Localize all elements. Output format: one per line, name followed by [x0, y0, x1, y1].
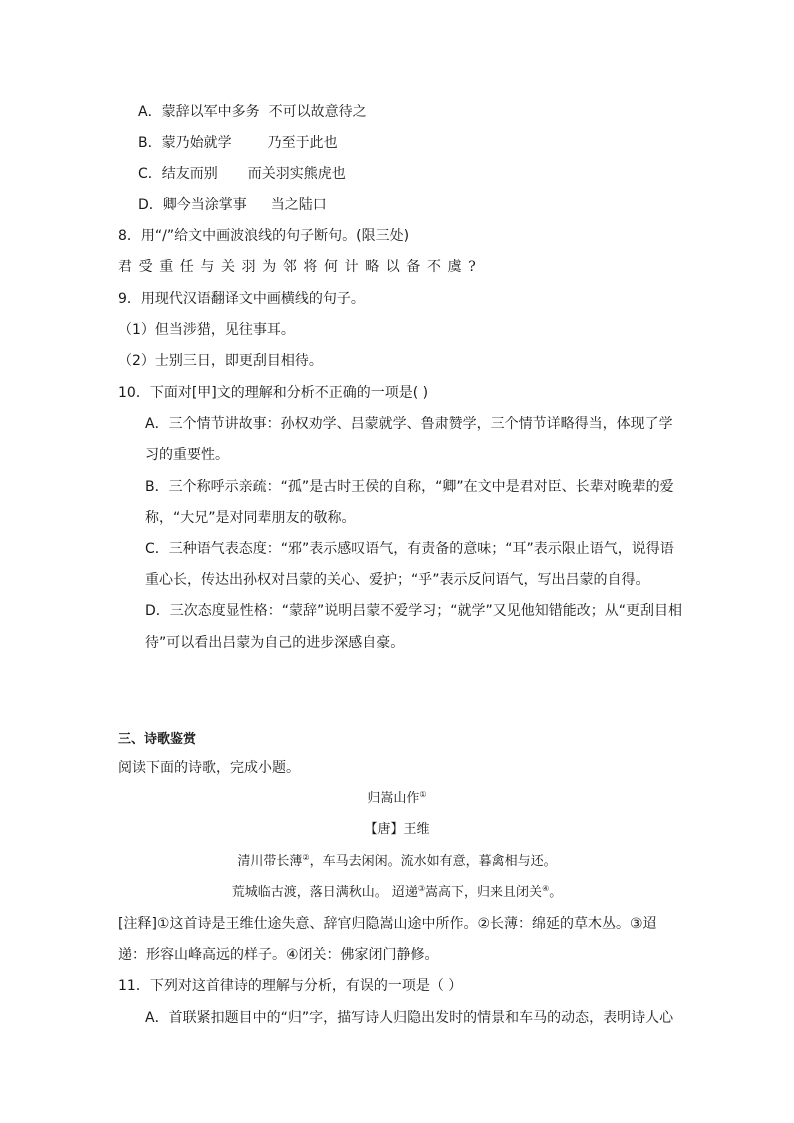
q10-option-a-line1: A．三个情节讲故事：孙权劝学、吕蒙就学、鲁肃赞学，三个情节详略得当，体现了学 [145, 416, 673, 432]
poem-line-2-part-b: 嵩高下，归来且闭关 [425, 885, 543, 900]
footnote-marker-1: ① [419, 790, 427, 799]
q9-prompt: 9．用现代汉语翻译文中画横线的句子。 [118, 291, 365, 307]
poem-line-1-part-b: ，车马去闲闲。流水如有意，暮禽相与还。 [309, 854, 557, 869]
q7-option-c [138, 164, 346, 184]
notes-line-2: 递：形容山峰高远的样子。④闭关：佛家闭门静修。 [118, 947, 439, 963]
q11-option-a-line1: A．首联紧扣题目中的“归”字，描写诗人归隐出发时的情景和车马的动态，表明诗人心 [145, 1010, 674, 1026]
q10-option-d-line2: 待”可以看出吕蒙为自己的进步深感自豪。 [145, 635, 405, 651]
q9-item-2: （2）士别三日，即更刮目相待。 [118, 353, 323, 369]
q7-option-c-right: 而关羽实熊虎也 [247, 166, 346, 182]
q7-option-a [138, 102, 367, 122]
q7-option-d-left: D．卿今当涂掌事 [138, 197, 247, 213]
q10-option-a-line2: 习的重要性。 [145, 447, 229, 463]
q10-prompt: 10．下面对[甲]文的理解和分析不正确的一项是( ) [118, 385, 429, 401]
q10-option-c-line2: 重心长，传达出孙权对吕蒙的关心、爱护；“乎”表示反问语气，写出吕蒙的自得。 [145, 572, 650, 588]
q8-sentence: 君受重任与关羽为邻将何计略以备不虞? [118, 259, 483, 275]
poem-author: 【唐】王维 [364, 822, 430, 837]
footnote-marker-4: ④ [542, 884, 550, 893]
q7-option-b-left: B．蒙乃始就学 [138, 135, 232, 151]
q10-option-c-line1: C．三种语气表态度：“邪”表示感叹语气，有责备的意味；“耳”表示限止语气，说得语 [145, 541, 674, 557]
section-heading: 三、诗歌鉴赏 [118, 732, 197, 747]
poem-line-1-part-a: 清川带长薄 [237, 854, 303, 869]
q10-option-b-line2: 称，“大兄”是对同辈朋友的敬称。 [145, 510, 356, 526]
footnote-marker-3: ③ [417, 884, 426, 893]
q7-option-d [138, 195, 327, 215]
q7-option-a-left: A．蒙辞以军中多务 [138, 104, 260, 120]
q10-option-d-line1: D．三次态度显性格：“蒙辞”说明吕蒙不爱学习；“就学”又见他知错能改；从“更刮目相 [145, 603, 683, 619]
poem-line-1 [0, 852, 794, 872]
poem-title [0, 789, 794, 809]
q7-option-c-left: C．结友而别 [138, 166, 218, 182]
q7-option-b [138, 133, 338, 153]
poem-line-2-part-a: 荒城临古渡，落日满秋山。 迢递 [231, 885, 418, 900]
footnote-marker-2: ② [302, 853, 310, 862]
q7-option-b-right: 乃至于此也 [267, 135, 338, 151]
q10-option-b-line1: B．三个称呼示亲疏：“孤”是古时王侯的自称，“卿”在文中是君对臣、长辈对晚辈的爱 [145, 479, 674, 495]
notes-line-1: [注释]①这首诗是王维仕途失意、辞官归隐嵩山途中所作。②长薄：绵延的草木丛。③迢 [118, 916, 657, 932]
q7-option-a-right: 不可以故意待之 [268, 104, 367, 120]
q9-item-1: （1）但当涉猎，见往事耳。 [118, 322, 295, 338]
q8-prompt: 8．用“/”给文中画波浪线的句子断句。(限三处) [118, 228, 410, 244]
poem-line-2-part-c: 。 [549, 885, 563, 900]
section-instruction: 阅读下面的诗歌，完成小题。 [118, 760, 300, 776]
q7-option-d-right: 当之陆口 [270, 197, 327, 213]
poem-line-2 [0, 883, 794, 903]
poem-title-text: 归嵩山作 [367, 791, 420, 806]
q11-prompt: 11．下列对这首律诗的理解与分析，有误的一项是（ ） [118, 978, 463, 994]
